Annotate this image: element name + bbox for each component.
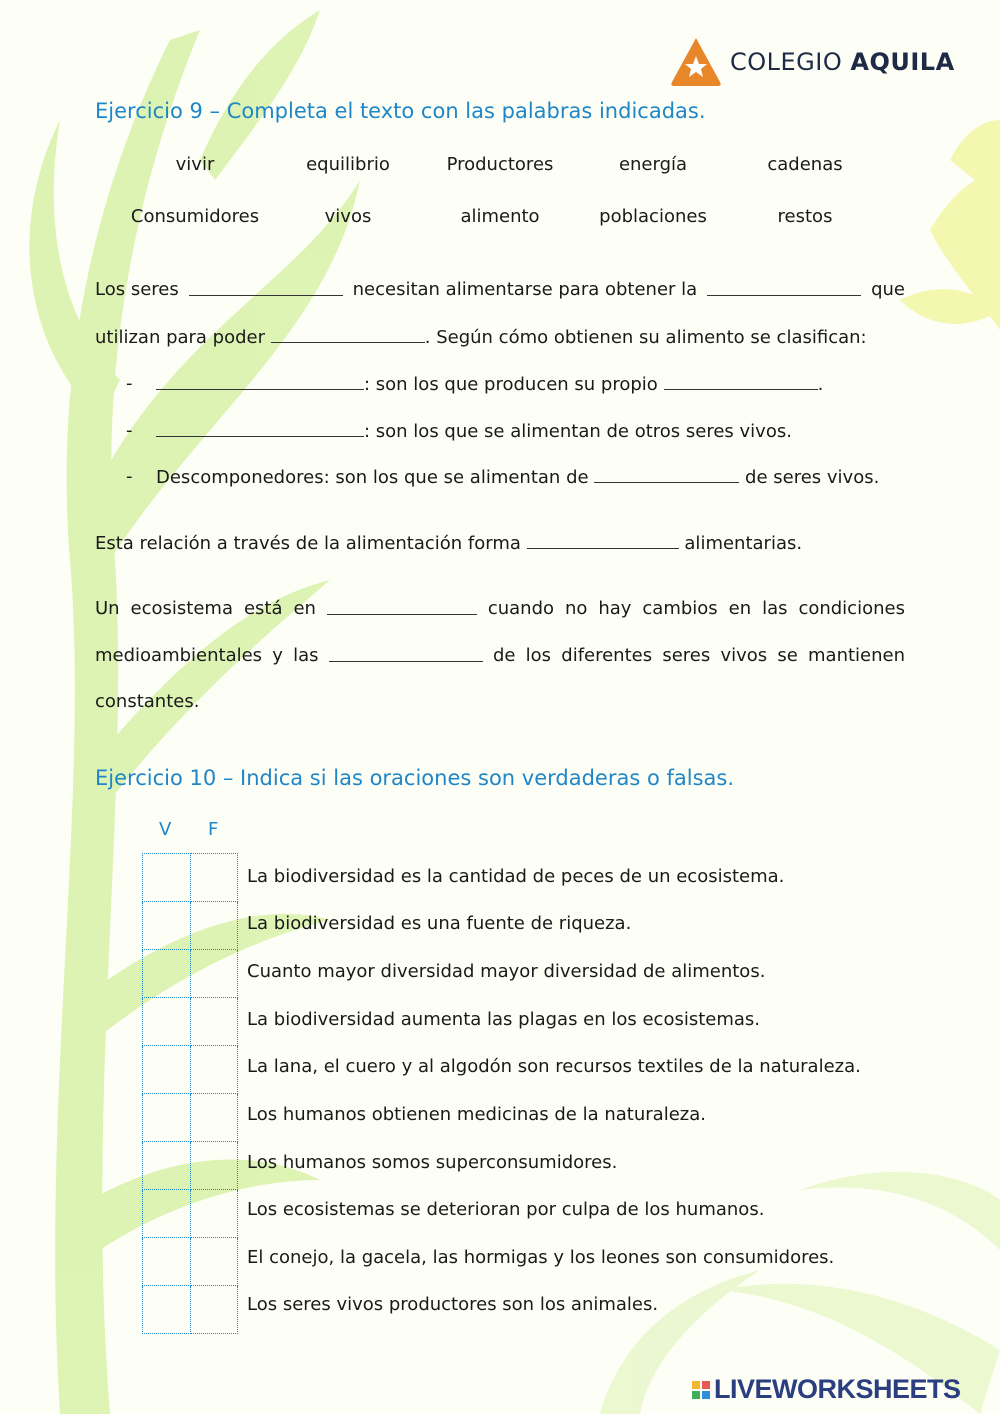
blank-field[interactable] xyxy=(327,598,477,615)
blank-field[interactable] xyxy=(527,532,679,549)
word-bank-item[interactable]: vivir xyxy=(175,154,215,175)
paragraph-ecosystem-line-3: constantes. xyxy=(95,691,200,712)
word-bank-item[interactable]: poblaciones xyxy=(599,206,707,227)
word-bank-item[interactable]: vivos xyxy=(324,206,372,227)
word-bank-item[interactable]: Consumidores xyxy=(130,206,260,227)
blank-field[interactable] xyxy=(707,279,861,296)
false-checkbox[interactable] xyxy=(190,1142,238,1190)
true-checkbox[interactable] xyxy=(143,1142,191,1190)
word-bank-item[interactable]: restos xyxy=(777,206,833,227)
false-checkbox[interactable] xyxy=(190,998,238,1046)
list-item-decomposers: Descomponedores: son los que se alimentan de de seres vivos. xyxy=(156,467,880,488)
list-dash: - xyxy=(126,466,133,487)
exercise-10-title: Ejercicio 10 – Indica si las oraciones son verdaderas o falsas. xyxy=(95,766,735,790)
false-checkbox[interactable] xyxy=(190,1046,238,1094)
list-dash: - xyxy=(126,420,133,441)
blank-field[interactable] xyxy=(271,326,425,343)
false-checkbox[interactable] xyxy=(190,902,238,950)
paragraph-ecosystem-line-2: medioambientales y las de los diferentes seres vivos se mantienen xyxy=(95,645,905,666)
true-checkbox[interactable] xyxy=(143,1190,191,1238)
true-checkbox[interactable] xyxy=(143,902,191,950)
word-bank-item[interactable]: equilibrio xyxy=(306,154,390,175)
statement-text: Los humanos somos superconsumidores. xyxy=(247,1152,618,1173)
column-header-true: V xyxy=(159,819,172,840)
blank-field[interactable] xyxy=(156,420,364,437)
word-bank-item[interactable]: energía xyxy=(618,154,688,175)
statement-text: La biodiversidad aumenta las plagas en los ecosistemas. xyxy=(247,1009,761,1030)
true-checkbox[interactable] xyxy=(143,1046,191,1094)
false-checkbox[interactable] xyxy=(190,1190,238,1238)
list-dash: - xyxy=(126,373,133,394)
word-bank-item[interactable]: alimento xyxy=(460,206,540,227)
blank-field[interactable] xyxy=(189,279,343,296)
true-checkbox[interactable] xyxy=(143,854,191,902)
false-checkbox[interactable] xyxy=(190,1238,238,1286)
statement-text: Los ecosistemas se deterioran por culpa de los humanos. xyxy=(247,1199,765,1220)
column-header-false: F xyxy=(208,819,219,840)
exercise-9-title: Ejercicio 9 – Completa el texto con las palabras indicadas. xyxy=(95,99,706,123)
paragraph-1-line-2: utilizan para poder . Según cómo obtienen su alimento se clasifican: xyxy=(95,327,867,348)
statement-text: Los humanos obtienen medicinas de la naturaleza. xyxy=(247,1104,706,1125)
blank-field[interactable] xyxy=(664,373,818,390)
false-checkbox[interactable] xyxy=(190,1286,238,1334)
paragraph-ecosystem-line-1: Un ecosistema está en cuando no hay cambios en las condiciones xyxy=(95,598,905,619)
true-checkbox[interactable] xyxy=(143,1238,191,1286)
false-checkbox[interactable] xyxy=(190,1094,238,1142)
statement-text: La biodiversidad es una fuente de riqueza. xyxy=(247,913,632,934)
word-bank xyxy=(0,0,1000,240)
paragraph-food-chains: Esta relación a través de la alimentación forma alimentarias. xyxy=(95,533,803,554)
liveworksheets-brand: LIVEWORKSHEETS xyxy=(692,1374,961,1405)
statement-text: La lana, el cuero y al algodón son recursos textiles de la naturaleza. xyxy=(247,1056,861,1077)
blank-field[interactable] xyxy=(329,645,483,662)
word-bank-item[interactable]: Productores xyxy=(446,154,554,175)
true-checkbox[interactable] xyxy=(143,950,191,998)
liveworksheets-logo-icon xyxy=(692,1381,710,1399)
statement-text: Los seres vivos productores son los animales. xyxy=(247,1294,659,1315)
statement-text: El conejo, la gacela, las hormigas y los leones son consumidores. xyxy=(247,1247,835,1268)
statement-text: Cuanto mayor diversidad mayor diversidad de alimentos. xyxy=(247,961,766,982)
paragraph-1-line-1: Los seres necesitan alimentarse para obtener la que xyxy=(95,279,905,300)
true-checkbox[interactable] xyxy=(143,998,191,1046)
true-checkbox[interactable] xyxy=(143,1094,191,1142)
true-checkbox[interactable] xyxy=(143,1286,191,1334)
false-checkbox[interactable] xyxy=(190,854,238,902)
school-name: COLEGIO AQUILA xyxy=(730,48,955,76)
word-bank-item[interactable]: cadenas xyxy=(767,154,843,175)
true-false-grid xyxy=(142,853,238,1334)
list-item-consumers: : son los que se alimentan de otros seres vivos. xyxy=(156,420,792,443)
statement-text: La biodiversidad es la cantidad de peces de un ecosistema. xyxy=(247,866,785,887)
list-item-producers: : son los que producen su propio . xyxy=(156,373,823,396)
blank-field[interactable] xyxy=(156,373,364,390)
blank-field[interactable] xyxy=(594,466,739,483)
false-checkbox[interactable] xyxy=(190,950,238,998)
